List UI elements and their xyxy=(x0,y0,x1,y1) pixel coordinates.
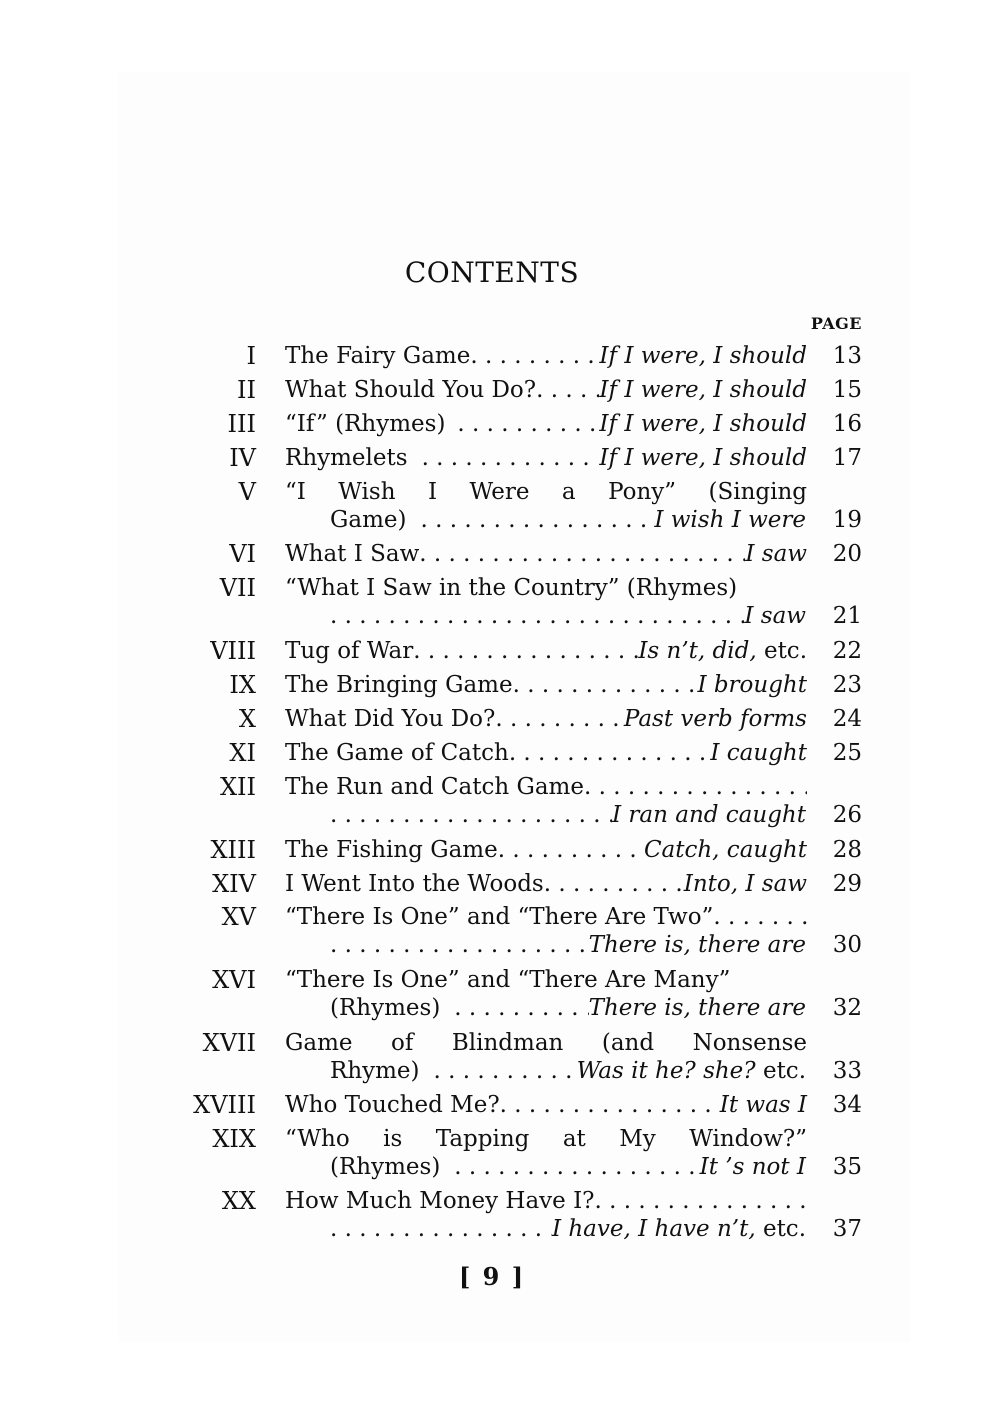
toc-entry xyxy=(0,1091,1000,1119)
toc-entry xyxy=(0,540,1000,568)
entry-line xyxy=(285,773,807,801)
entry-line xyxy=(285,903,807,931)
chapter-title: What Did You Do? xyxy=(285,706,496,732)
chapter-title: The Game of Catch xyxy=(285,740,509,766)
page-number: 19 xyxy=(832,507,862,533)
chapter-title-continued: Rhyme) xyxy=(330,1058,420,1084)
chapter-title: The Fairy Game xyxy=(285,343,471,369)
grammar-form: If I were, I should xyxy=(599,445,807,471)
toc-entry xyxy=(0,836,1000,864)
entry-line xyxy=(285,540,807,568)
page-number: 13 xyxy=(832,343,862,369)
page-number: 21 xyxy=(832,603,862,629)
leader-dots xyxy=(457,410,599,438)
grammar-form: There is, there are xyxy=(588,995,806,1021)
page-number: 20 xyxy=(832,541,862,567)
grammar-form: Catch, caught xyxy=(643,837,807,863)
page-number: 34 xyxy=(832,1092,862,1118)
page-number: 25 xyxy=(832,740,862,766)
toc-entry xyxy=(0,966,1000,1021)
entry-line xyxy=(285,739,807,767)
leader-dots xyxy=(595,1187,807,1215)
grammar-form: I have, I have n’t, xyxy=(551,1216,756,1242)
entry-line xyxy=(285,966,807,994)
chapter-number: XVI xyxy=(212,966,256,994)
page-number: 22 xyxy=(832,638,862,664)
toc-entry xyxy=(0,870,1000,898)
chapter-title: Game of Blindman (and Nonsense xyxy=(285,1030,807,1056)
leader-dots xyxy=(419,540,745,568)
chapter-title: How Much Money Have I? xyxy=(285,1188,595,1214)
toc-entry xyxy=(0,739,1000,767)
leader-dots xyxy=(509,739,711,767)
page-number: 28 xyxy=(832,837,862,863)
entry-line xyxy=(285,836,807,864)
grammar-form: Was it he? she? xyxy=(576,1058,756,1084)
entry-line xyxy=(285,637,807,665)
page-column-header: PAGE xyxy=(810,314,862,333)
leader-dots xyxy=(500,1091,720,1119)
chapter-number: II xyxy=(237,376,256,404)
grammar-form: I saw xyxy=(744,603,806,629)
chapter-title-continued: (Rhymes) xyxy=(330,1154,441,1180)
chapter-number: XVIII xyxy=(193,1091,256,1119)
entry-line xyxy=(285,444,807,472)
entry-line xyxy=(285,1187,807,1215)
chapter-title: What Should You Do? xyxy=(285,377,537,403)
leader-dots xyxy=(454,1153,699,1181)
leader-dots xyxy=(498,836,644,864)
leader-dots xyxy=(434,1057,577,1085)
chapter-number: XIX xyxy=(212,1125,256,1153)
chapter-title-continued: (Rhymes) xyxy=(330,995,441,1021)
toc-entry xyxy=(0,773,1000,828)
page-number: 33 xyxy=(832,1058,862,1084)
leader-dots xyxy=(420,506,654,534)
chapter-number: I xyxy=(246,342,256,370)
page-number: 17 xyxy=(832,445,862,471)
leader-dots xyxy=(454,994,588,1022)
page-number: 15 xyxy=(832,377,862,403)
entry-line xyxy=(285,671,807,699)
grammar-form: It was I xyxy=(719,1092,807,1118)
entry-line xyxy=(285,705,807,733)
entry-line xyxy=(285,574,807,602)
page-number: 30 xyxy=(832,932,862,958)
entry-line xyxy=(285,410,807,438)
entry-line xyxy=(285,478,807,506)
toc-entry xyxy=(0,671,1000,699)
grammar-form: Past verb forms xyxy=(623,706,807,732)
leader-dots xyxy=(330,931,589,959)
grammar-form: I wish I were xyxy=(654,507,806,533)
etc-text: etc. xyxy=(763,638,807,664)
toc-entry xyxy=(0,1125,1000,1180)
chapter-title: The Fishing Game xyxy=(285,837,498,863)
grammar-form: There is, there are xyxy=(588,932,806,958)
grammar-form: Into, I saw xyxy=(683,871,807,897)
toc-entry xyxy=(0,705,1000,733)
leader-dots xyxy=(330,1215,552,1243)
entry-line xyxy=(330,506,806,534)
entry-line xyxy=(285,870,807,898)
chapter-number: V xyxy=(238,478,256,506)
chapter-number: X xyxy=(238,705,256,733)
page-number: 16 xyxy=(832,411,862,437)
chapter-title: “Who is Tapping at My Window?” xyxy=(285,1126,807,1152)
chapter-number: XIV xyxy=(212,870,256,898)
grammar-form: If I were, I should xyxy=(599,411,807,437)
chapter-title: “What I Saw in the Country” (Rhymes) xyxy=(285,575,738,601)
chapter-number: IV xyxy=(229,444,256,472)
grammar-form: If I were, I should xyxy=(599,377,807,403)
page-number: 37 xyxy=(832,1216,862,1242)
entry-line xyxy=(285,376,807,404)
toc-entry xyxy=(0,444,1000,472)
chapter-title: Who Touched Me? xyxy=(285,1092,500,1118)
chapter-title: “If” (Rhymes) xyxy=(285,411,446,437)
leader-dots xyxy=(495,705,624,733)
toc-entry xyxy=(0,478,1000,533)
chapter-title-continued: Game) xyxy=(330,507,407,533)
chapter-title: “There Is One” and “There Are Two” xyxy=(285,904,714,930)
chapter-number: VII xyxy=(219,574,256,602)
chapter-number: VI xyxy=(229,540,256,568)
entry-line xyxy=(330,994,806,1022)
chapter-title: I Went Into the Woods xyxy=(285,871,544,897)
entry-line xyxy=(330,1215,806,1243)
grammar-form: I ran and caught xyxy=(612,802,806,828)
chapter-number: XIII xyxy=(210,836,256,864)
chapter-title: The Run and Catch Game xyxy=(285,774,584,800)
entry-line xyxy=(330,602,806,630)
etc-text: etc. xyxy=(762,1216,806,1242)
toc-entry xyxy=(0,376,1000,404)
leader-dots xyxy=(544,870,684,898)
leader-dots xyxy=(536,376,599,404)
chapter-number: XV xyxy=(221,903,256,931)
entry-line xyxy=(330,1153,806,1181)
entry-line xyxy=(330,931,806,959)
page-number: 35 xyxy=(832,1154,862,1180)
chapter-number: IX xyxy=(229,671,256,699)
page-number: 29 xyxy=(832,871,862,897)
page-number: 32 xyxy=(832,995,862,1021)
leader-dots xyxy=(513,671,698,699)
toc-entry xyxy=(0,1187,1000,1242)
page-number: 26 xyxy=(832,802,862,828)
page-number: 24 xyxy=(832,706,862,732)
entry-line xyxy=(285,1029,807,1057)
chapter-title: “There Is One” and “There Are Many” xyxy=(285,967,731,993)
toc-entry xyxy=(0,574,1000,629)
chapter-number: XI xyxy=(229,739,256,767)
toc-entry xyxy=(0,637,1000,665)
chapter-title: Rhymelets xyxy=(285,445,408,471)
entry-line xyxy=(285,342,807,370)
leader-dots xyxy=(713,903,807,931)
toc-entry xyxy=(0,1029,1000,1084)
chapter-title: Tug of War xyxy=(285,638,414,664)
page-number: 23 xyxy=(832,672,862,698)
leader-dots xyxy=(330,602,744,630)
toc-entry xyxy=(0,903,1000,958)
grammar-form: It ’s not I xyxy=(699,1154,806,1180)
chapter-title: The Bringing Game xyxy=(285,672,513,698)
chapter-number: VIII xyxy=(210,637,256,665)
grammar-form: I saw xyxy=(745,541,807,567)
grammar-form: Is n’t, did, xyxy=(638,638,757,664)
toc-entry xyxy=(0,410,1000,438)
chapter-number: III xyxy=(227,410,256,438)
chapter-number: XX xyxy=(221,1187,256,1215)
entry-line xyxy=(285,1091,807,1119)
leader-dots xyxy=(413,637,638,665)
toc-entry xyxy=(0,342,1000,370)
entry-line xyxy=(330,801,806,829)
chapter-title: “I Wish I Were a Pony” (Singing xyxy=(285,479,807,505)
leader-dots xyxy=(584,773,807,801)
grammar-form: If I were, I should xyxy=(599,343,807,369)
grammar-form: I brought xyxy=(697,672,807,698)
chapter-number: XII xyxy=(219,773,256,801)
grammar-form: I caught xyxy=(710,740,807,766)
page-title: CONTENTS xyxy=(404,256,580,289)
leader-dots xyxy=(422,444,600,472)
chapter-title: What I Saw xyxy=(285,541,420,567)
page-folio: [ 9 ] xyxy=(458,1262,526,1291)
entry-line xyxy=(330,1057,806,1085)
chapter-number: XVII xyxy=(202,1029,256,1057)
etc-text: etc. xyxy=(762,1058,806,1084)
entry-line xyxy=(285,1125,807,1153)
leader-dots xyxy=(470,342,599,370)
leader-dots xyxy=(330,801,612,829)
